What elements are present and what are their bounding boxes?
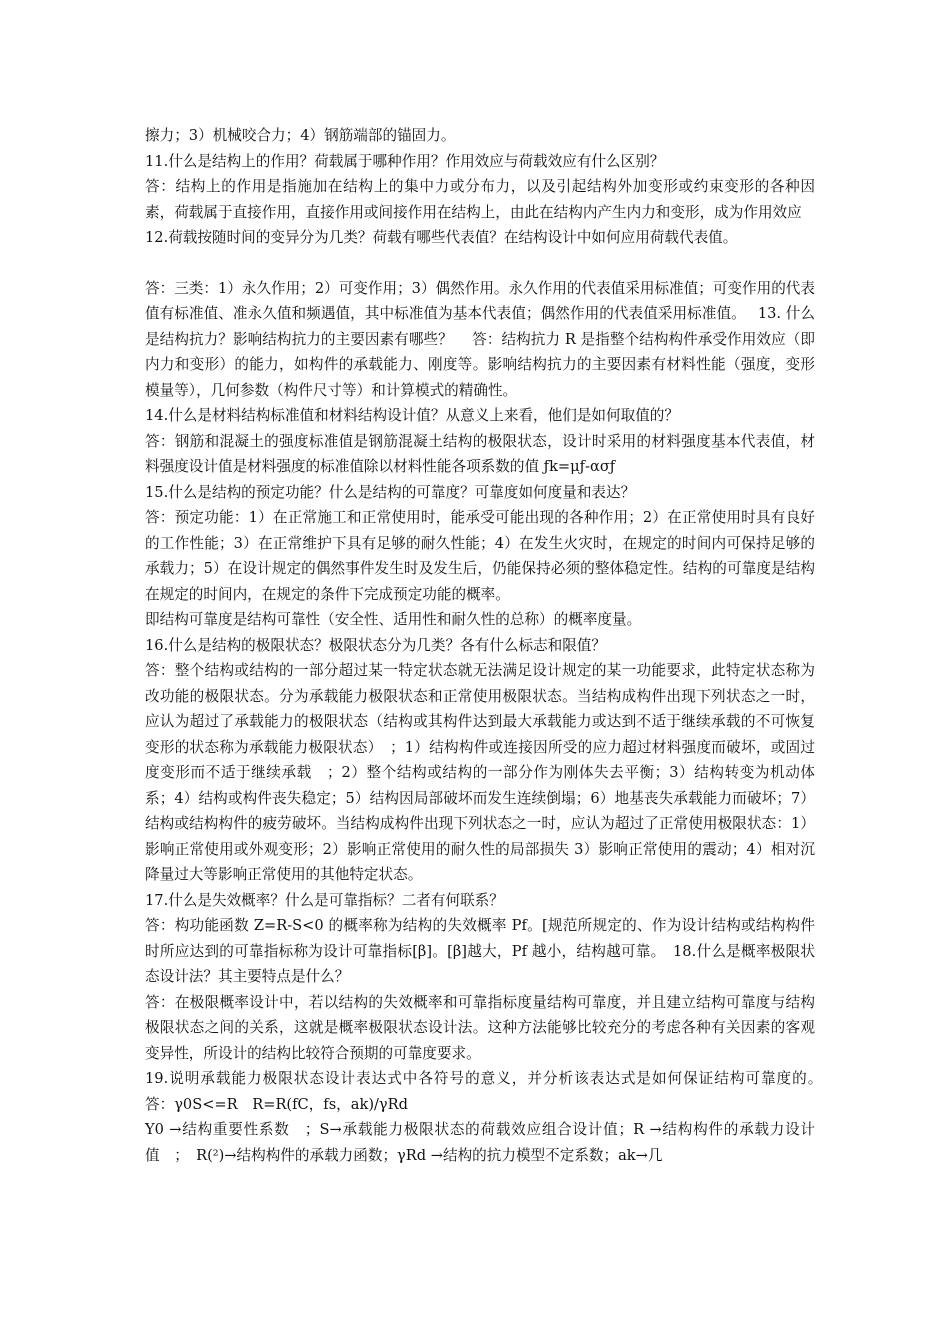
question-16: 16.什么是结构的极限状态？极限状态分为几类？各有什么标志和限值？ [145,636,607,654]
document-page [145,123,835,1168]
answer-19-symbols: Y0 →结构重要性系数 ；S→承载能力极限状态的荷载效应组合设计值；R →结构构件的承载力设计值 ； R(²)→结构构件的承载力函数；γRd →结构的抗力模型不定系数；ak→几 [145,1121,815,1164]
question-14: 14.什么是材料结构标准值和材料结构设计值？从意义上来看，他们是如何取值的？ [145,407,679,424]
question-15: 15.什么是结构的预定功能？什么是结构的可靠度？可靠度如何度量和表达？ [145,483,636,501]
paragraph-1: 擦力；3）机械咬合力；4）钢筋端部的锚固力。 [145,127,456,144]
answer-15: 答：预定功能：1）在正常施工和正常使用时，能承受可能出现的各种作用；2）在正常使用时具有良好的工作性能；3）在正常维护下具有足够的耐久性能；4）在发生火灾时，在规定的时间内可保持足够的承载力；5）在设计规定的偶然事件发生时及发生后，仍能保持必须的整体稳定性。结构的可靠度是结构在规定的时间内，在规定的条件下完成预定功能的概率。 [145,509,815,603]
answer-15-continued: 即结构可靠度是结构可靠性（安全性、适用性和耐久性的总称）的概率度量。 [145,611,642,628]
question-17: 17.什么是失效概率？什么是可靠指标？二者有何联系？ [145,891,504,909]
question-12: 12.荷载按随时间的变异分为几类？荷载有哪些代表值？在结构设计中如何应用荷载代表值。 [145,229,738,246]
answer-11: 答：结构上的作用是指施加在结构上的集中力或分布力，以及引起结构外加变形或约束变形的各种因素，荷载属于直接作用，直接作用或间接作用在结构上，由此在结构内产生内力和变形，成为作用效应 [145,178,815,221]
answer-16: 答：整个结构或结构的一部分超过某一特定状态就无法满足设计规定的某一功能要求，此特定状态称为改功能的极限状态。分为承载能力极限状态和正常使用极限状态。当结构成构件出现下列状态之一时，应认为超过了承载能力的极限状态（结构或其构件达到最大承载能力或达到不适于继续承载的不可恢复变形的状态称为承载能力极限状态） ；1）结构构件或连接因所受的应力超过材料强度而破坏，或固过度变形而不适于继续承载 ；2）整个结构或结构的一部分作为刚体失去平衡；3）结构转变为机动体系；4）结构或构件丧失稳定；5）结构因局部破坏而发生连续倒塌；6）地基丧失承载能力而破坏；7）结构或结构构件的疲劳破坏。当结构成构件出现下列状态之一时，应认为超过了正常使用极限状态：1）影响正常使用或外观变形；2）影响正常使用的耐久性的局部损失 3）影响正常使用的震动；4）相对沉降量过大等影响正常使用的其他特定状态。 [145,662,815,883]
question-11: 11.什么是结构上的作用？荷载属于哪种作用？作用效应与荷载效应有什么区别？ [145,152,665,170]
blank-line [145,251,815,276]
answer-17-question-18: 答：构功能函数 Z=R-S<0 的概率称为结构的失效概率 Pf。[规范所规定的、作为设计结构或结构构件时所应达到的可靠指标称为设计可靠指标[β]。[β]越大，Pf 越小，结构越可靠。 18.什么是概率极限状态设计法？其主要特点是什么？ [145,917,815,985]
answer-18: 答：在极限概率设计中，若以结构的失效概率和可靠指标度量结构可靠度，并且建立结构可靠度与结构极限状态之间的关系，这就是概率极限状态设计法。这种方法能够比较充分的考虑各种有关因素的客观变异性，所设计的结构比较符合预期的可靠度要求。 [145,993,815,1062]
question-19: 19.说明承载能力极限状态设计表达式中各符号的意义，并分析该表达式是如何保证结构可靠度的。 答：γ0S<=R R=R(fC，fs，ak)/γRd [145,1070,835,1113]
answer-14: 答：钢筋和混凝土的强度标准值是钢筋混凝土结构的极限状态，设计时采用的材料强度基本代表值，材料强度设计值是材料强度的标准值除以材料性能各项系数的值 ƒk=μƒ-ασƒ [145,432,815,475]
answer-12-13: 答：三类：1）永久作用；2）可变作用；3）偶然作用。永久作用的代表值采用标准值；可变作用的代表值有标准值、准永久值和频遇值，其中标准值为基本代表值；偶然作用的代表值采用标准值。 13. 什么是结构抗力？影响结构抗力的主要因素有哪些？ 答：结构抗力 R 是指整个结构构件承受作用效应（即内力和变形）的能力，如构件的承载能力、刚度等。影响结构抗力的主要因素有材料性能（强度，变形模量等），几何参数（构件尺寸等）和计算模式的精确性。 [145,279,815,399]
